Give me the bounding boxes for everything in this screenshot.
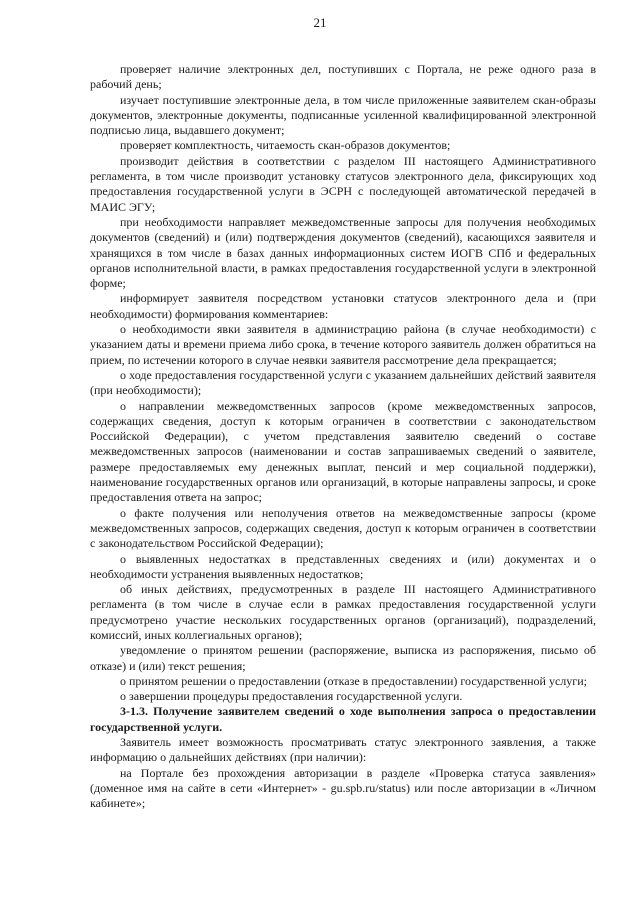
paragraph: об иных действиях, предусмотренных в разделе III настоящего Административного регламента (в том числе в случае если в рамках предоставления государственной услуги предусмотрено участие нескольких государственных органов (организаций), подразделений, комиссий, иных коллегиальных органов); (90, 582, 596, 642)
paragraph: проверяет комплектность, читаемость скан-образов документов; (120, 138, 451, 153)
paragraph: уведомление о принятом решении (распоряжение, выписка из распоряжения, письмо об отказе) и (или) текст решения; (90, 643, 596, 673)
document-body (90, 62, 596, 812)
paragraph: информирует заявителя посредством установки статусов электронного дела и (при необходимости) формирования комментариев: (90, 291, 596, 321)
paragraph: о необходимости явки заявителя в администрацию района (в случае необходимости) с указанием даты и времени приема либо срока, в течение которого заявитель должен обратиться на прием, по истечении которого в случае неявки заявителя рассмотрение дела прекращается; (90, 322, 596, 367)
paragraph: Заявитель имеет возможность просматривать статус электронного заявления, а также информацию о дальнейших действиях (при наличии): (90, 735, 596, 765)
paragraph: о факте получения или неполучения ответов на межведомственные запросы (кроме межведомственных запросов, содержащих сведения, доступ к которым ограничен в соответствии с законодательством Российской Федерации); (90, 505, 596, 551)
paragraph: проверяет наличие электронных дел, поступивших с Портала, не реже одного раза в рабочий день; (90, 62, 596, 92)
paragraph: производит действия в соответствии с разделом III настоящего Административного регламента, в том числе производит установку статусов электронного дела, фиксирующих ход предоставления государственной услуги в ЭСРН с последующей автоматической передачей в МАИС ЭГУ; (90, 153, 596, 214)
paragraph: изучает поступившие электронные дела, в том числе приложенные заявителем скан-образы документов, электронные документы, подписанные усиленной квалифицированной электронной подписью лица, выдавшего документ; (90, 92, 596, 138)
paragraph: о ходе предоставления государственной услуги с указанием дальнейших действий заявителя (при необходимости); (90, 367, 596, 398)
page-number: 21 (313, 15, 327, 30)
paragraph: о направлении межведомственных запросов (кроме межведомственных запросов, содержащих сведения, доступ к которым ограничен в соответствии с законодательством Российской Федерации), с учетом представления заявителю сведений о составе межведомственных запросов (наименовании и состав запрашиваемых сведений о заявителе, размере предоставляемых ему денежных выплат, пенсий и мер социальной поддержки), наименование государственных органов или организаций, в которые направлены запросы, и сроке предоставления ответа на запрос; (90, 398, 596, 505)
paragraph: о завершении процедуры предоставления государственной услуги. (120, 689, 463, 704)
paragraph: о выявленных недостатках в представленных сведениях и (или) документах и о необходимости устранения выявленных недостатков; (90, 551, 596, 581)
section-heading: 3-1.3. Получение заявителем сведений о ходе выполнения запроса о предоставлении государственной услуги. (90, 704, 596, 734)
paragraph: при необходимости направляет межведомственные запросы для получения необходимых документов (сведений) и (или) подтверждения документов (сведений), касающихся заявителя и хранящихся в том числе в базах данных информационных систем ИОГВ СПб и федеральных органов исполнительной власти, в рамках предоставления государственной услуги в электронной форме; (90, 214, 596, 291)
paragraph: на Портале без прохождения авторизации в разделе «Проверка статуса заявления» (доменное имя на сайте в сети «Интернет» - gu.spb.ru/status) или после авторизации в «Личном кабинете»; (90, 765, 596, 811)
paragraph: о принятом решении о предоставлении (отказе в предоставлении) государственной услуги; (120, 673, 587, 688)
